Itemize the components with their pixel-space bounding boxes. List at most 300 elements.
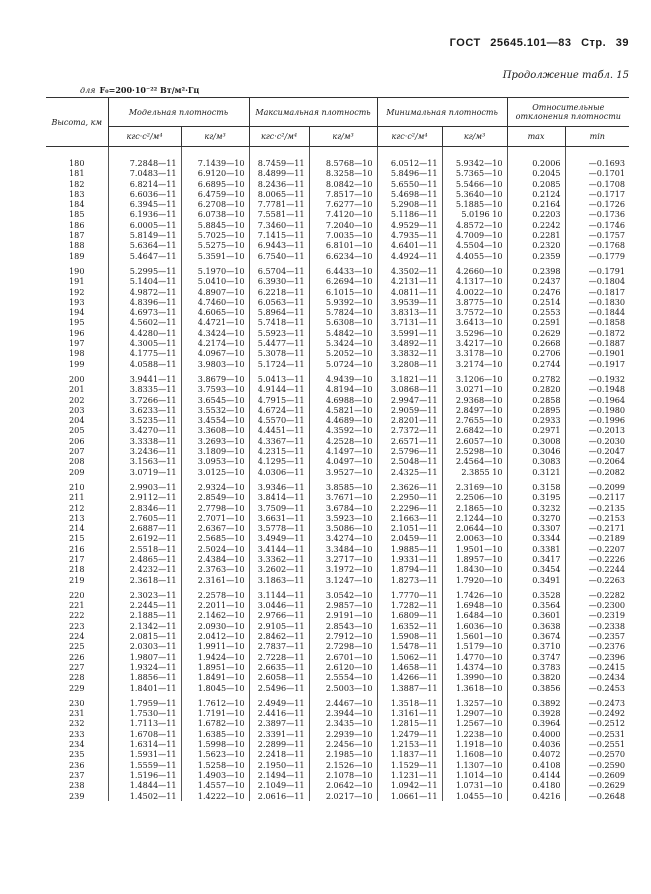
cell-model-kg: 1.6782—10 xyxy=(181,718,249,728)
cell-dev-min: —0.1817 xyxy=(565,287,629,297)
cell-model-kg: 2.0412—10 xyxy=(181,631,249,641)
cell-height: 236 xyxy=(69,759,85,770)
cell-model-kgc: 2.4865—11 xyxy=(108,554,181,564)
table-row xyxy=(46,209,629,219)
cell-dev-min: —0.1932 xyxy=(565,374,629,384)
cell-model-kgc: 7.0483—11 xyxy=(108,168,181,178)
table-row xyxy=(46,652,629,662)
table-row xyxy=(46,698,629,708)
cell-max-kgc: 2.4416—11 xyxy=(249,708,309,718)
cell-model-kg: 3.0953—10 xyxy=(181,456,249,466)
cell-height: 206 xyxy=(69,435,85,446)
cell-min-kg: 1.6948—10 xyxy=(442,600,507,610)
cell-dev-max: 0.4036 xyxy=(507,739,565,749)
cell-min-kg: 5.3640—10 xyxy=(442,189,507,199)
table-row xyxy=(46,683,629,693)
cell-height: 234 xyxy=(69,739,85,750)
cell-min-kgc: 2.1663—11 xyxy=(377,513,442,523)
cell-model-kgc: 1.7113—11 xyxy=(108,718,181,728)
table-row xyxy=(46,395,629,405)
cell-model-kgc: 4.6973—11 xyxy=(108,307,181,317)
cell-height: 211 xyxy=(69,492,85,503)
cell-max-kg: 2.3944—10 xyxy=(309,708,377,718)
cell-model-kgc: 1.4844—11 xyxy=(108,780,181,790)
cell-max-kg: 3.5086—10 xyxy=(309,523,377,533)
cell-model-kg: 3.5532—10 xyxy=(181,405,249,415)
cell-max-kgc: 4.7915—11 xyxy=(249,395,309,405)
cell-min-kg: 2.3169—10 xyxy=(442,482,507,492)
cell-max-kgc: 7.3460—11 xyxy=(249,220,309,230)
cell-height: 229 xyxy=(69,682,85,693)
cell-min-kgc: 2.1051—11 xyxy=(377,523,442,533)
cell-max-kg: 8.5768—10 xyxy=(309,158,377,168)
table-row xyxy=(46,729,629,739)
cell-model-kg: 2.3763—10 xyxy=(181,564,249,574)
cell-dev-max: 0.4144 xyxy=(507,770,565,780)
table-row xyxy=(46,317,629,327)
cell-model-kg: 7.1439—10 xyxy=(181,158,249,168)
cell-model-kgc: 2.1885—11 xyxy=(108,610,181,620)
density-table xyxy=(46,97,629,801)
cell-dev-max: 0.2858 xyxy=(507,395,565,405)
cell-min-kg: 1.5601—10 xyxy=(442,631,507,641)
cell-min-kgc: 1.3887—11 xyxy=(377,683,442,693)
page-label: Стр. xyxy=(581,37,607,49)
table-row xyxy=(46,739,629,749)
cell-min-kg: 1.5179—10 xyxy=(442,641,507,651)
table-row xyxy=(46,220,629,230)
cell-max-kg: 8.3258—10 xyxy=(309,168,377,178)
cell-max-kg: 2.3435—10 xyxy=(309,718,377,728)
cell-dev-max: 0.2320 xyxy=(507,240,565,250)
cell-dev-min: —0.1708 xyxy=(565,179,629,189)
cell-height: 187 xyxy=(69,230,85,241)
cell-height: 227 xyxy=(69,661,85,672)
cell-dev-max: 0.2359 xyxy=(507,251,565,261)
cell-max-kgc: 3.1144—11 xyxy=(249,590,309,600)
cell-dev-max: 0.3232 xyxy=(507,503,565,513)
cell-max-kgc: 5.0413—11 xyxy=(249,374,309,384)
cell-dev-max: 0.3046 xyxy=(507,446,565,456)
table-row xyxy=(46,523,629,533)
cell-max-kg: 2.9857—10 xyxy=(309,600,377,610)
cell-height: 195 xyxy=(69,317,85,328)
table-row xyxy=(46,384,629,394)
cell-min-kgc: 1.0942—11 xyxy=(377,780,442,790)
cell-min-kgc: 2.4325—11 xyxy=(377,467,442,477)
cell-max-kg: 6.4433—10 xyxy=(309,266,377,276)
cell-min-kg: 4.0022—10 xyxy=(442,287,507,297)
cell-max-kg: 2.7298—10 xyxy=(309,641,377,651)
cell-height: 230 xyxy=(69,697,85,708)
table-row xyxy=(46,631,629,641)
cell-max-kgc: 7.7781—11 xyxy=(249,199,309,209)
cell-model-kg: 6.4759—10 xyxy=(181,189,249,199)
cell-height: 184 xyxy=(69,199,85,210)
table-row xyxy=(46,415,629,425)
cell-max-kgc: 8.4899—11 xyxy=(249,168,309,178)
cell-dev-min: —0.2590 xyxy=(565,760,629,770)
cell-min-kg: 4.7009—10 xyxy=(442,230,507,240)
cell-max-kgc: 4.3367—11 xyxy=(249,436,309,446)
spacer-cell xyxy=(507,147,565,159)
table-row xyxy=(46,467,629,477)
cell-model-kgc: 3.3338—11 xyxy=(108,436,181,446)
table-row xyxy=(46,564,629,574)
cell-height: 231 xyxy=(69,708,85,719)
cell-max-kgc: 3.0446—11 xyxy=(249,600,309,610)
cell-min-kgc: 2.9059—11 xyxy=(377,405,442,415)
cell-model-kgc: 4.4280—11 xyxy=(108,328,181,338)
table-row xyxy=(46,749,629,759)
cell-min-kgc: 1.4266—11 xyxy=(377,672,442,682)
cell-model-kg: 1.5258—10 xyxy=(181,760,249,770)
cell-model-kgc: 2.4232—11 xyxy=(108,564,181,574)
cell-min-kg: 2.5298—10 xyxy=(442,446,507,456)
cell-dev-max: 0.3747 xyxy=(507,652,565,662)
table-row xyxy=(46,168,629,178)
cell-dev-min: —0.2064 xyxy=(565,456,629,466)
cell-min-kg: 3.7572—10 xyxy=(442,307,507,317)
cell-min-kg: 5.5466—10 xyxy=(442,179,507,189)
cell-max-kg: 2.0642—10 xyxy=(309,780,377,790)
cell-min-kgc: 1.3518—11 xyxy=(377,698,442,708)
cell-dev-min: —0.2453 xyxy=(565,683,629,693)
cell-model-kg: 2.2011—10 xyxy=(181,600,249,610)
cell-model-kgc: 1.6708—11 xyxy=(108,729,181,739)
table-row xyxy=(46,287,629,297)
cell-height: 222 xyxy=(69,610,85,621)
cell-height: 213 xyxy=(69,512,85,523)
cell-min-kgc: 1.1837—11 xyxy=(377,749,442,759)
cell-max-kgc: 2.5496—11 xyxy=(249,683,309,693)
table-row xyxy=(46,338,629,348)
table-row xyxy=(46,760,629,770)
cell-dev-max: 0.4000 xyxy=(507,729,565,739)
cell-dev-max: 0.2203 xyxy=(507,209,565,219)
cell-dev-min: —0.2263 xyxy=(565,575,629,585)
cell-max-kg: 2.0217—10 xyxy=(309,791,377,801)
cell-model-kgc: 5.2995—11 xyxy=(108,266,181,276)
cell-max-kgc: 3.4144—11 xyxy=(249,544,309,554)
cell-dev-min: —0.2551 xyxy=(565,739,629,749)
cell-min-kg: 3.8775—10 xyxy=(442,297,507,307)
cell-dev-max: 0.4180 xyxy=(507,780,565,790)
cell-dev-min: —0.2570 xyxy=(565,749,629,759)
table-row xyxy=(46,590,629,600)
cell-dev-max: 0.3008 xyxy=(507,436,565,446)
cell-model-kg: 1.4557—10 xyxy=(181,780,249,790)
table-row xyxy=(46,297,629,307)
cell-dev-min: —0.2609 xyxy=(565,770,629,780)
cell-model-kgc: 6.8214—11 xyxy=(108,179,181,189)
cell-model-kg: 1.5623—10 xyxy=(181,749,249,759)
cell-max-kgc: 2.4949—11 xyxy=(249,698,309,708)
cell-height: 210 xyxy=(69,481,85,492)
cell-min-kg: 1.1014—10 xyxy=(442,770,507,780)
cell-height: 214 xyxy=(69,523,85,534)
cell-max-kgc: 2.3391—11 xyxy=(249,729,309,739)
cell-height: 194 xyxy=(69,307,85,318)
cell-dev-max: 0.3601 xyxy=(507,610,565,620)
cell-min-kg: 2.0063—10 xyxy=(442,533,507,543)
cell-max-kg: 5.3424—10 xyxy=(309,338,377,348)
cell-dev-max: 0.2591 xyxy=(507,317,565,327)
cell-model-kgc: 3.4270—11 xyxy=(108,425,181,435)
cell-min-kg: 1.7426—10 xyxy=(442,590,507,600)
cell-min-kg: 5.1885—10 xyxy=(442,199,507,209)
cell-min-kgc: 1.8273—11 xyxy=(377,575,442,585)
cell-height: 220 xyxy=(69,589,85,600)
cell-max-kg: 6.8101—10 xyxy=(309,240,377,250)
cell-min-kgc: 1.6352—11 xyxy=(377,621,442,631)
cell-min-kg: 1.4770—10 xyxy=(442,652,507,662)
cell-max-kg: 2.4467—10 xyxy=(309,698,377,708)
cell-model-kg: 1.5998—10 xyxy=(181,739,249,749)
cell-height: 212 xyxy=(69,502,85,513)
table-row xyxy=(46,266,629,276)
cell-max-kgc: 5.4477—11 xyxy=(249,338,309,348)
cell-min-kg: 2.8497—10 xyxy=(442,405,507,415)
cell-model-kg: 5.0410—10 xyxy=(181,276,249,286)
cell-height: 239 xyxy=(69,790,85,801)
table-row xyxy=(46,307,629,317)
table-row xyxy=(46,641,629,651)
cell-model-kg: 4.2174—10 xyxy=(181,338,249,348)
cell-max-kgc: 5.1724—11 xyxy=(249,359,309,369)
cell-dev-max: 0.2514 xyxy=(507,297,565,307)
cell-min-kgc: 3.0868—11 xyxy=(377,384,442,394)
cell-model-kg: 2.3161—10 xyxy=(181,575,249,585)
cell-dev-max: 0.2629 xyxy=(507,328,565,338)
cell-dev-max: 0.4216 xyxy=(507,791,565,801)
cell-dev-min: —0.1980 xyxy=(565,405,629,415)
cell-dev-min: —0.2013 xyxy=(565,425,629,435)
cell-dev-max: 0.3638 xyxy=(507,621,565,631)
table-row xyxy=(46,621,629,631)
cell-min-kgc: 2.7372—11 xyxy=(377,425,442,435)
cell-min-kgc: 3.9539—11 xyxy=(377,297,442,307)
cell-model-kgc: 2.3618—11 xyxy=(108,575,181,585)
table-body xyxy=(46,147,629,801)
cell-max-kgc: 8.7459—11 xyxy=(249,158,309,168)
cell-min-kgc: 1.7282—11 xyxy=(377,600,442,610)
cell-height: 182 xyxy=(69,178,85,189)
cell-max-kgc: 2.1494—11 xyxy=(249,770,309,780)
cell-min-kgc: 2.8201—11 xyxy=(377,415,442,425)
cell-model-kg: 5.5275—10 xyxy=(181,240,249,250)
cell-model-kg: 1.4222—10 xyxy=(181,791,249,801)
cell-model-kgc: 5.4647—11 xyxy=(108,251,181,261)
header-height: Высота, км xyxy=(46,98,108,147)
cell-min-kg: 3.2174—10 xyxy=(442,359,507,369)
cell-max-kg: 4.0497—10 xyxy=(309,456,377,466)
cell-model-kgc: 1.7959—11 xyxy=(108,698,181,708)
cell-height: 203 xyxy=(69,404,85,415)
cell-min-kg: 1.9501—10 xyxy=(442,544,507,554)
cell-dev-max: 0.2242 xyxy=(507,220,565,230)
cell-max-kg: 2.2939—10 xyxy=(309,729,377,739)
cell-dev-max: 0.3564 xyxy=(507,600,565,610)
cell-max-kgc: 4.6724—11 xyxy=(249,405,309,415)
cell-min-kg: 2.2506—10 xyxy=(442,492,507,502)
cell-max-kg: 7.8517—10 xyxy=(309,189,377,199)
cell-max-kgc: 6.0563—11 xyxy=(249,297,309,307)
cell-model-kg: 3.4554—10 xyxy=(181,415,249,425)
cell-model-kg: 4.8907—10 xyxy=(181,287,249,297)
cell-height: 221 xyxy=(69,600,85,611)
cell-model-kg: 1.8951—10 xyxy=(181,662,249,672)
cell-dev-min: —0.2473 xyxy=(565,698,629,708)
cell-min-kg: 1.2907—10 xyxy=(442,708,507,718)
cell-min-kg: 1.4374—10 xyxy=(442,662,507,672)
cell-dev-min: —0.1964 xyxy=(565,395,629,405)
cell-dev-max: 0.2668 xyxy=(507,338,565,348)
cell-dev-max: 0.2782 xyxy=(507,374,565,384)
cell-dev-min: —0.1996 xyxy=(565,415,629,425)
cell-model-kgc: 5.1404—11 xyxy=(108,276,181,286)
cell-max-kgc: 2.9766—11 xyxy=(249,610,309,620)
cell-height: 201 xyxy=(69,384,85,395)
cell-min-kg: 3.3178—10 xyxy=(442,348,507,358)
cell-dev-min: —0.2153 xyxy=(565,513,629,523)
cell-dev-max: 0.2045 xyxy=(507,168,565,178)
cell-model-kgc: 3.6233—11 xyxy=(108,405,181,415)
cell-dev-min: —0.2117 xyxy=(565,492,629,502)
cell-model-kgc: 2.9903—11 xyxy=(108,482,181,492)
cell-min-kg: 1.3618—10 xyxy=(442,683,507,693)
cell-dev-max: 0.4108 xyxy=(507,760,565,770)
cell-min-kg: 2.1244—10 xyxy=(442,513,507,523)
cell-dev-min: —0.1948 xyxy=(565,384,629,394)
cell-model-kgc: 3.8335—11 xyxy=(108,384,181,394)
table-row xyxy=(46,240,629,250)
cell-dev-min: —0.1768 xyxy=(565,240,629,250)
cell-max-kg: 4.4689—10 xyxy=(309,415,377,425)
cell-model-kg: 5.1970—10 xyxy=(181,266,249,276)
cell-min-kgc: 1.6809—11 xyxy=(377,610,442,620)
table-header xyxy=(46,98,629,147)
cell-model-kgc: 1.9807—11 xyxy=(108,652,181,662)
header-unit-kg: кг/м³ xyxy=(309,127,377,147)
table-row xyxy=(46,544,629,554)
spacer-cell xyxy=(377,147,442,159)
cell-model-kg: 5.8845—10 xyxy=(181,220,249,230)
cell-model-kg: 1.4903—10 xyxy=(181,770,249,780)
cell-dev-max: 0.3928 xyxy=(507,708,565,718)
cell-max-kg: 2.1078—10 xyxy=(309,770,377,780)
cell-model-kgc: 1.7530—11 xyxy=(108,708,181,718)
cell-max-kg: 8.0842—10 xyxy=(309,179,377,189)
cell-min-kgc: 3.2808—11 xyxy=(377,359,442,369)
cell-height: 192 xyxy=(69,286,85,297)
cell-model-kgc: 2.5518—11 xyxy=(108,544,181,554)
cell-max-kgc: 7.5581—11 xyxy=(249,209,309,219)
cell-model-kg: 2.2578—10 xyxy=(181,590,249,600)
cell-min-kg: 1.6036—10 xyxy=(442,621,507,631)
cell-min-kgc: 1.5478—11 xyxy=(377,641,442,651)
cell-height: 238 xyxy=(69,780,85,791)
cell-min-kg: 1.2567—10 xyxy=(442,718,507,728)
cell-max-kg: 3.7671—10 xyxy=(309,492,377,502)
cell-min-kgc: 1.7770—11 xyxy=(377,590,442,600)
cell-min-kgc: 3.1821—11 xyxy=(377,374,442,384)
table-row xyxy=(46,374,629,384)
table-row xyxy=(46,791,629,801)
cell-max-kgc: 4.1295—11 xyxy=(249,456,309,466)
cell-model-kgc: 2.9112—11 xyxy=(108,492,181,502)
cell-max-kg: 7.4120—10 xyxy=(309,209,377,219)
cell-max-kgc: 3.5778—11 xyxy=(249,523,309,533)
cell-min-kgc: 4.3502—11 xyxy=(377,266,442,276)
cell-max-kgc: 3.1863—11 xyxy=(249,575,309,585)
table-row xyxy=(46,158,629,168)
cell-model-kg: 1.9911—10 xyxy=(181,641,249,651)
cell-model-kg: 2.7798—10 xyxy=(181,503,249,513)
spacer-cell xyxy=(46,147,108,159)
cell-model-kg: 1.6385—10 xyxy=(181,729,249,739)
cell-max-kg: 3.1247—10 xyxy=(309,575,377,585)
cell-model-kgc: 1.8401—11 xyxy=(108,683,181,693)
cell-max-kgc: 5.3078—11 xyxy=(249,348,309,358)
cell-height: 181 xyxy=(69,168,85,179)
cell-height: 217 xyxy=(69,553,85,564)
table-row xyxy=(46,662,629,672)
spacer-cell xyxy=(565,147,629,159)
cell-min-kg: 2.6842—10 xyxy=(442,425,507,435)
cell-dev-min: —0.1804 xyxy=(565,276,629,286)
cell-max-kgc: 2.2418—11 xyxy=(249,749,309,759)
header-unit-kgc: кгс·с²/м⁴ xyxy=(108,127,181,147)
cell-dev-max: 0.2006 xyxy=(507,158,565,168)
cell-dev-max: 0.3856 xyxy=(507,683,565,693)
cell-model-kgc: 4.1775—11 xyxy=(108,348,181,358)
cell-dev-min: —0.2512 xyxy=(565,718,629,728)
cell-min-kgc: 2.5048—11 xyxy=(377,456,442,466)
table-condition xyxy=(80,85,199,95)
cell-min-kgc: 2.9947—11 xyxy=(377,395,442,405)
cell-dev-min: —0.2099 xyxy=(565,482,629,492)
cell-dev-min: —0.2415 xyxy=(565,662,629,672)
table-row xyxy=(46,436,629,446)
cell-dev-min: —0.2319 xyxy=(565,610,629,620)
cell-dev-min: —0.1726 xyxy=(565,199,629,209)
cell-max-kg: 3.0542—10 xyxy=(309,590,377,600)
cell-max-kgc: 4.9144—11 xyxy=(249,384,309,394)
cell-max-kgc: 5.5923—11 xyxy=(249,328,309,338)
cell-max-kgc: 2.8462—11 xyxy=(249,631,309,641)
cell-min-kg: 1.0455—10 xyxy=(442,791,507,801)
table-row xyxy=(46,328,629,338)
cell-max-kg: 2.2456—10 xyxy=(309,739,377,749)
header-unit-kgc: кгс·с²/м⁴ xyxy=(249,127,309,147)
cell-dev-min: —0.2135 xyxy=(565,503,629,513)
cell-model-kgc: 5.8149—11 xyxy=(108,230,181,240)
cell-max-kgc: 4.2315—11 xyxy=(249,446,309,456)
cell-max-kg: 2.1985—10 xyxy=(309,749,377,759)
cell-height: 232 xyxy=(69,718,85,729)
cell-dev-max: 0.3892 xyxy=(507,698,565,708)
cell-model-kgc: 2.0303—11 xyxy=(108,641,181,651)
cell-dev-max: 0.3307 xyxy=(507,523,565,533)
cell-max-kg: 2.7912—10 xyxy=(309,631,377,641)
cell-min-kg: 1.2238—10 xyxy=(442,729,507,739)
cell-dev-max: 0.3195 xyxy=(507,492,565,502)
cell-min-kg: 4.8572—10 xyxy=(442,220,507,230)
cell-dev-max: 0.2164 xyxy=(507,199,565,209)
cell-height: 196 xyxy=(69,327,85,338)
cell-max-kg: 5.4842—10 xyxy=(309,328,377,338)
